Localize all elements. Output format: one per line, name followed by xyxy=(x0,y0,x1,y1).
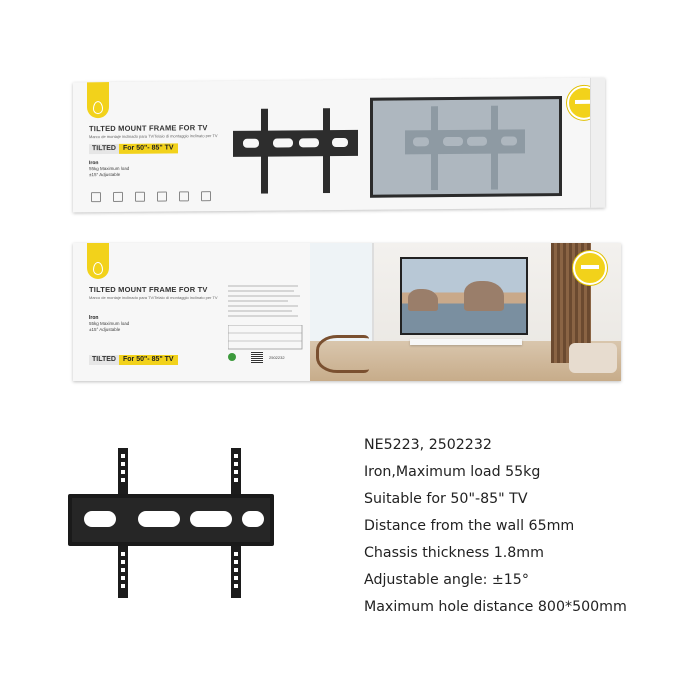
spec-angle: Adjustable angle: ±15° xyxy=(364,572,529,588)
tv-illustration xyxy=(370,96,562,198)
wall-tv xyxy=(400,257,528,335)
load-label: 55kg Maximum load xyxy=(89,165,130,172)
package-box-front xyxy=(73,78,605,213)
adjust-label: ±15° Adjustable xyxy=(89,327,121,332)
brand-drop-icon xyxy=(93,262,103,275)
box-specs xyxy=(89,315,129,333)
feature-icon xyxy=(179,191,189,201)
brand-logo-tab xyxy=(87,243,109,279)
material-label: Iron xyxy=(89,160,99,167)
box-subtitle: Marco de montaje inclinado para TV/Telaio di montaggio inclinato per TV xyxy=(89,295,218,300)
box-side-strip xyxy=(590,78,605,208)
box-subtitle: Marco de montaje inclinado para TV/Telaio di montaggio inclinato per TV xyxy=(89,133,218,140)
box-specs xyxy=(89,160,129,178)
recycle-icon xyxy=(228,353,236,361)
feature-icon xyxy=(157,192,167,202)
spec-model: NE5223, 2502232 xyxy=(364,437,492,453)
spec-list xyxy=(364,432,694,621)
spec-material-load: Iron,Maximum load 55kg xyxy=(364,464,541,480)
mount-illustration xyxy=(233,108,358,194)
feature-icon xyxy=(113,192,123,202)
feature-icon xyxy=(135,192,145,202)
tilted-label: TILTED xyxy=(89,144,119,154)
tilted-label: TILTED xyxy=(89,355,119,365)
feature-icon xyxy=(91,192,101,202)
tv-scene-rock xyxy=(408,289,438,311)
tv-scene-rock xyxy=(464,281,504,311)
package-box-back xyxy=(73,243,621,381)
spec-distance: Distance from the wall 65mm xyxy=(364,518,575,534)
load-label: 55kg Maximum load xyxy=(89,321,130,326)
qr-code-icon xyxy=(251,351,263,363)
spec-thickness: Chassis thickness 1.8mm xyxy=(364,545,544,561)
brand-logo-tab xyxy=(87,82,109,118)
size-banner xyxy=(89,355,178,365)
box-title: TILTED MOUNT FRAME FOR TV xyxy=(89,285,208,294)
brand-drop-icon xyxy=(93,101,103,114)
room-window xyxy=(310,243,374,341)
box-code: 2502232 xyxy=(269,355,285,360)
tv-console xyxy=(410,339,522,345)
size-banner xyxy=(89,143,178,154)
tv-mount-illustration xyxy=(405,105,525,190)
feature-icon xyxy=(201,191,211,201)
feature-icon-row xyxy=(91,191,211,202)
box-title: TILTED MOUNT FRAME FOR TV xyxy=(89,123,208,134)
fine-print-block xyxy=(228,283,304,323)
lounge-chair xyxy=(316,335,369,373)
sofa xyxy=(569,343,617,373)
spec-suitable: Suitable for 50"-85" TV xyxy=(364,491,528,507)
size-label: For 50"- 85" TV xyxy=(119,355,178,365)
material-label: Iron xyxy=(89,315,99,321)
size-label: For 50"- 85" TV xyxy=(119,143,178,154)
spec-hole-distance: Maximum hole distance 800*500mm xyxy=(364,599,627,615)
fine-print-table xyxy=(228,325,304,351)
certification-badge-icon xyxy=(573,251,607,285)
product-mount-image xyxy=(66,448,276,600)
adjust-label: ±15° Adjustable xyxy=(89,171,121,178)
